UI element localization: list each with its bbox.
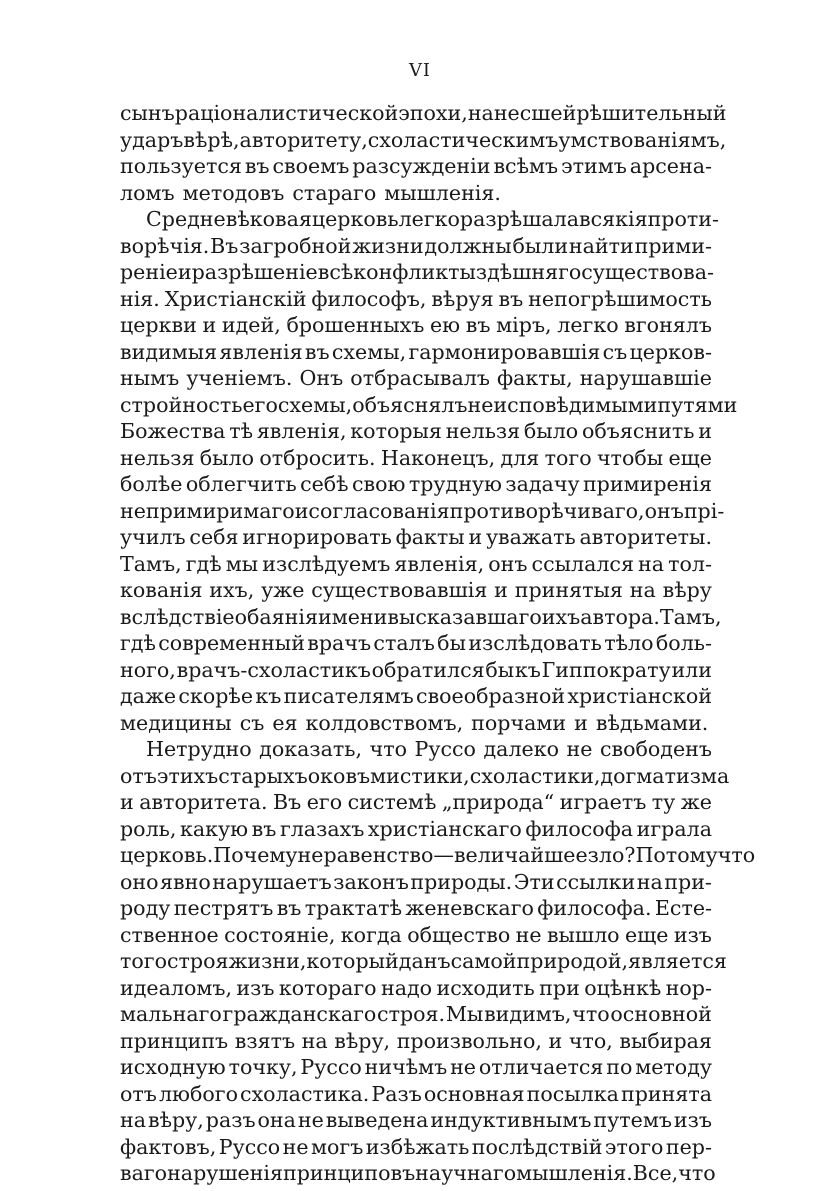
text-line: ного, врачъ-схоластикъ обратился бы къ Гиппократу или: [120, 657, 712, 682]
body-text: [120, 100, 756, 1187]
text-line: и авторитета. Въ его системѣ „природа“ играетъ ту же: [120, 790, 712, 814]
text-line: того строя жизни, который данъ самой природой, является: [120, 949, 727, 973]
text-line: ваго нарушенія принциповъ научнаго мышленія. Все, что: [120, 1161, 716, 1185]
text-line: Божества тѣ явленія, которыя нельзя было объяснить и: [120, 419, 712, 443]
text-line: церковь. Почему неравенство—величайшее зло? Потому что: [120, 843, 756, 867]
text-line: непримиримаго и согласованія противорѣчиваго, онъ прі-: [120, 498, 725, 523]
page-number: VI: [408, 60, 432, 81]
text-line: принципъ взятъ на вѣру, произвольно, и что, выбирая: [120, 1028, 712, 1053]
text-line: сынъ раціоналистической эпохи, нанесшей рѣшительный: [120, 101, 727, 125]
text-line: на вѣру, разъ она не выведена индуктивнымъ путемъ изъ: [120, 1108, 712, 1132]
text-line: стройность его схемы, объяснялъ неисповѣдимыми путями: [120, 392, 738, 417]
text-line: роду пестрятъ въ трактатѣ женевскаго философа. Есте-: [120, 896, 712, 920]
text-line: нельзя было отбросить. Наконецъ, для того чтобы еще: [120, 445, 712, 470]
text-line: исходную точку, Руссо ничѣмъ не отличается по методу: [120, 1055, 712, 1079]
text-line: медицины съ ея колдовствомъ, порчами и вѣдьмами.: [120, 710, 709, 735]
paragraph: [120, 206, 738, 736]
text-line: церкви и идей, брошенныхъ ею въ міръ, легко вгонялъ: [120, 313, 712, 337]
text-line: ственное состояніе, когда общество не вышло еще изъ: [120, 922, 712, 947]
text-line: Средневѣковая церковь легко разрѣшала всякія проти-: [146, 207, 719, 231]
text-line: вслѣдствіе обаянія имени высказавшаго ихъ автора. Тамъ,: [120, 604, 722, 629]
text-line: ворѣчія. Въ загробной жизни должны были найти прими-: [120, 233, 712, 258]
text-line: реніе и разрѣшеніе всѣ конфликты здѣшняго существова-: [120, 260, 714, 284]
text-line: Тамъ, гдѣ мы изслѣдуемъ явленія, онъ ссылался на тол-: [120, 551, 712, 576]
text-line: фактовъ, Руссо не могъ избѣжать послѣдствій этого пер-: [120, 1134, 712, 1159]
text-line: училъ себя игнорировать факты и уважать авторитеты.: [120, 525, 712, 549]
text-line: оно явно нарушаетъ законъ природы. Эти ссылки на при-: [120, 869, 712, 894]
text-line: видимыя явленія въ схемы, гармонировавшія съ церков-: [120, 339, 712, 364]
text-line: гдѣ современный врачъ сталъ бы изслѣдовать тѣло боль-: [120, 631, 712, 655]
text-line: ломъ методовъ стараго мышленія.: [120, 180, 501, 205]
paragraph: [120, 100, 727, 206]
text-line: кованія ихъ, уже существовавшія и принятыя на вѣру: [120, 578, 712, 602]
text-line: пользуется въ своемъ разсужденіи всѣмъ этимъ арсена-: [120, 154, 712, 178]
text-line: ударъ вѣрѣ, авторитету, схоластическимъ умствованіямъ,: [120, 127, 727, 152]
text-line: отъ любого схоластика. Разъ основная посылка принята: [120, 1081, 712, 1106]
text-line: роль, какую въ глазахъ христіанскаго философа играла: [120, 816, 712, 841]
text-line: идеаломъ, изъ котораго надо исходить при оцѣнкѣ нор-: [120, 975, 712, 1000]
text-line: болѣе облегчить себѣ свою трудную задачу примиренія: [120, 472, 712, 496]
text-line: даже скорѣе къ писателямъ своеобразной христіанской: [120, 684, 712, 708]
text-line: отъ этихъ старыхъ оковъ мистики, схоластики, догматизма: [120, 763, 730, 788]
text-line: нымъ ученіемъ. Онъ отбрасывалъ факты, нарушавшіе: [120, 366, 712, 390]
paragraph: [120, 736, 756, 1187]
text-line: Нетрудно доказать, что Руссо далеко не свободенъ: [146, 737, 712, 761]
text-line: мальнаго гражданскаго строя. Мы видимъ, что основной: [120, 1002, 712, 1026]
text-line: нія. Христіанскій философъ, вѣруя въ непогрѣшимость: [120, 286, 712, 311]
